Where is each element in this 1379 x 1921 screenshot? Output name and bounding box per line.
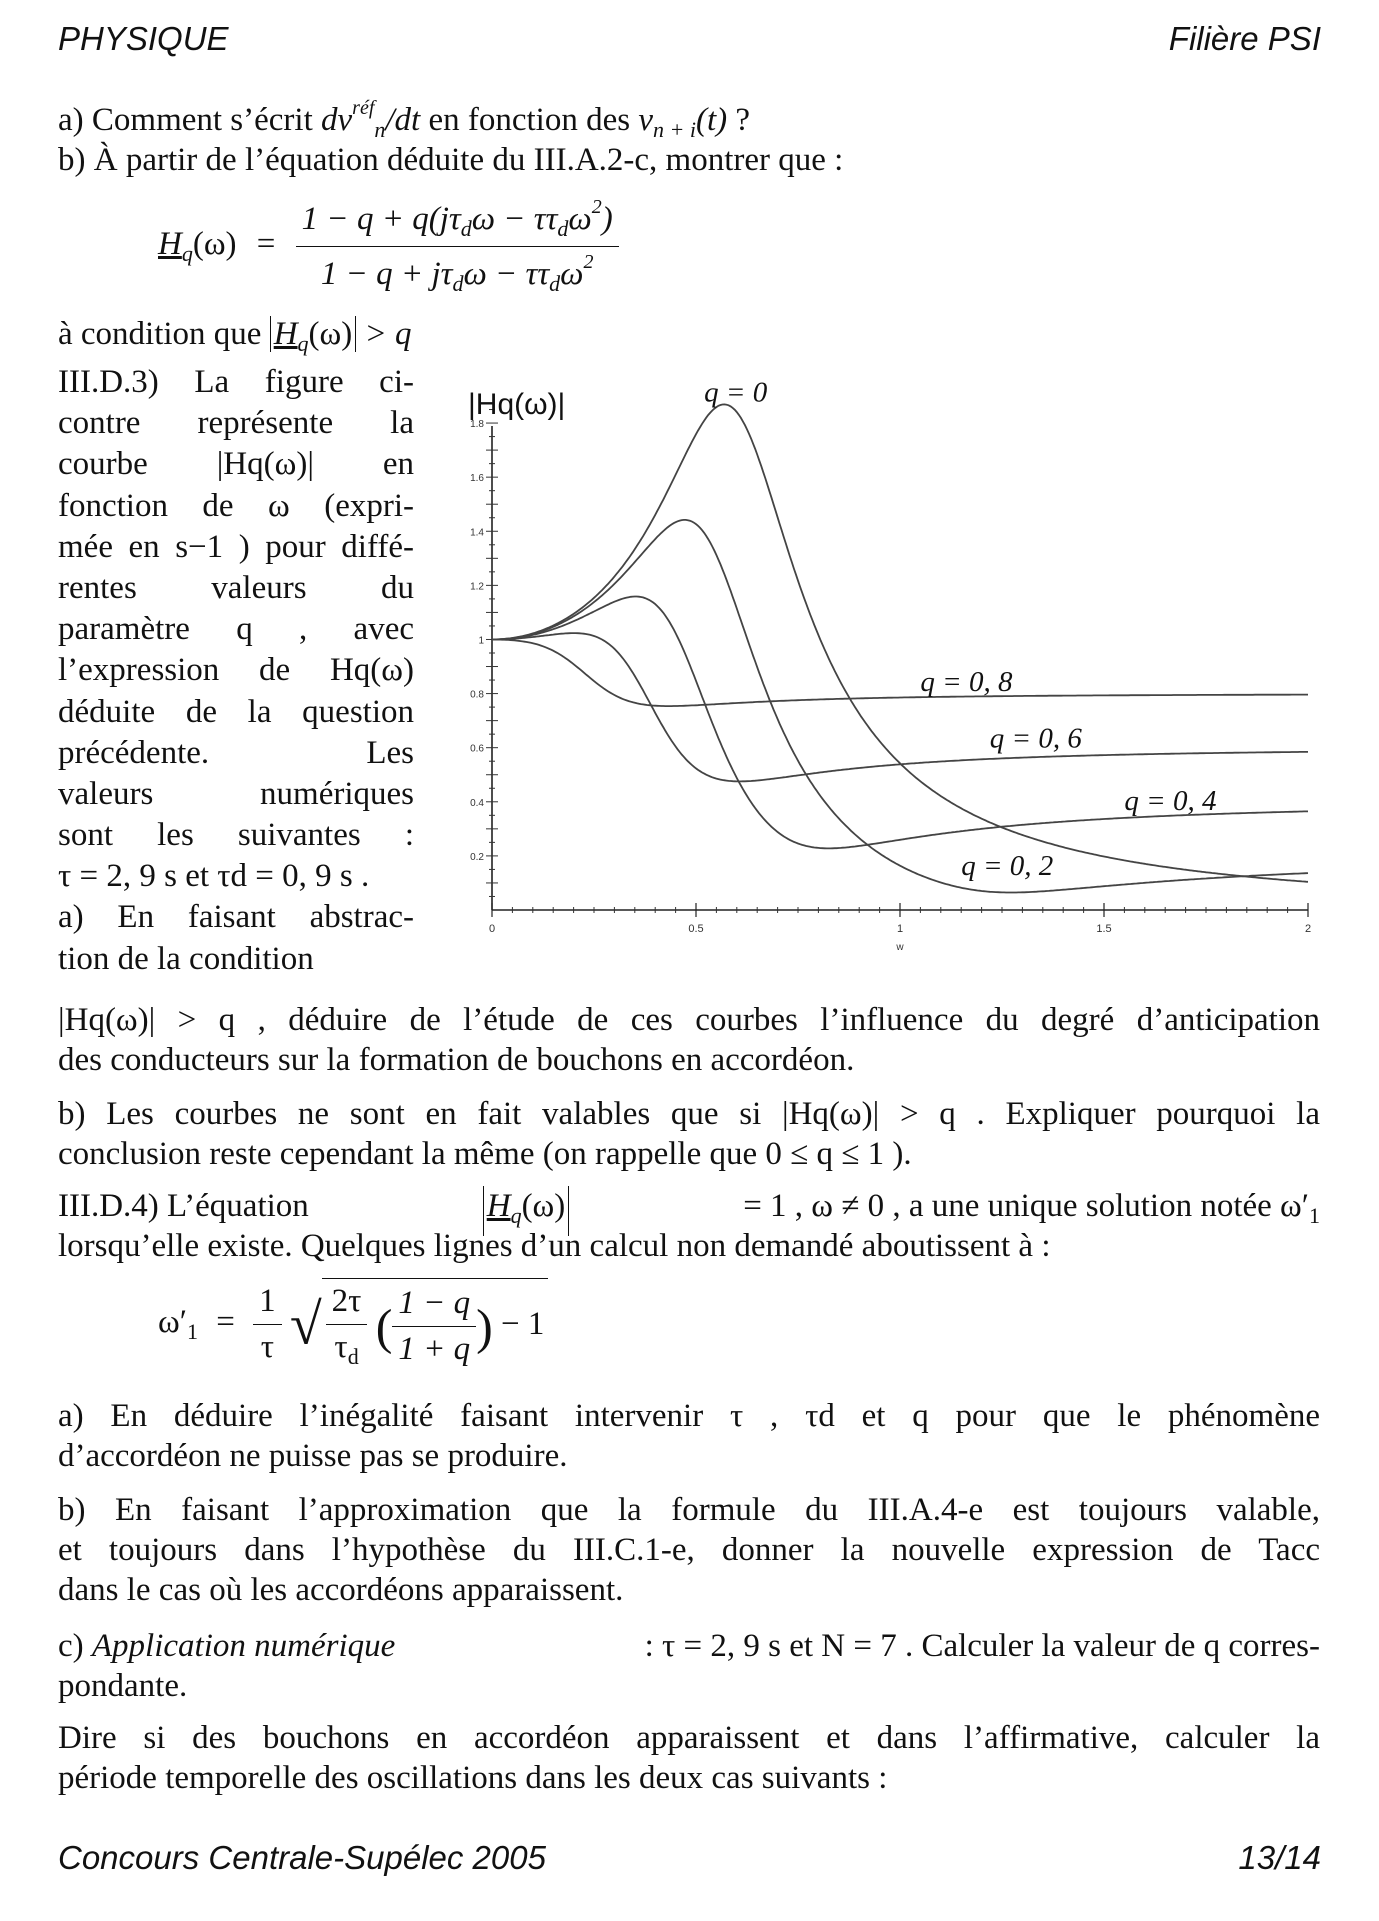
x-axis-label: w (896, 942, 904, 953)
d3-row: l’expression de Hq(ω) (58, 652, 414, 689)
footer-page: 13/14 (1238, 1839, 1321, 1876)
d3-row: III.D.3) La figure ci- (58, 364, 414, 400)
d4-question-a-1: a) En déduire l’inégalité faisant intervenir τ , τd et q pour que le phénomène (58, 1398, 1320, 1434)
y-tick-label: 1.8 (470, 419, 484, 431)
curve-label: q = 0, 8 (920, 665, 1013, 698)
d3-row: rentes valeurs du (58, 569, 414, 606)
d3-row: mée en s−1 ) pour diffé- (58, 528, 414, 565)
d3-row: précédente. Les (58, 734, 414, 771)
y-tick-label: 1.2 (470, 581, 484, 593)
condition-line: à condition que $H_q(\omega) > q$ (58, 316, 412, 356)
d3-question-b-2: conclusion reste cependant la même (on rappelle que 0 ≤ q ≤ 1 ). (58, 1136, 912, 1172)
d3-row: paramètre q , avec (58, 611, 414, 648)
d3-row: déduite de la question (58, 693, 414, 730)
d3-continuation-2: des conducteurs sur la formation de bouchons en accordéon. (58, 1042, 855, 1078)
curve-q-0.6 (492, 633, 1308, 781)
x-tick-label: 1 (896, 923, 904, 935)
d3-row: sont les suivantes : (58, 817, 414, 854)
y-tick-label: 0.8 (470, 689, 484, 701)
curve-label: q = 0, 2 (961, 849, 1054, 882)
x-tick-label: 0.5 (688, 923, 704, 935)
d3-question-b-1: b) Les courbes ne sont en fait valables que si |Hq(ω)| > q . Expliquer pourquoi la (58, 1096, 1320, 1132)
d3-row: contre représente la (58, 405, 414, 442)
d4-line-2: lorsqu’elle existe. Quelques lignes d’un calcul non demandé aboutissent à : (58, 1228, 1051, 1264)
curve-label: q = 0 (704, 378, 768, 409)
omega-equation: $\omega'_1$ = $\frac{1}{\tau}$ √ $\frac{2\tau}{\tau_d}$ ( $\frac{1 - q}{1 + q}$ ) − 1 (158, 1278, 548, 1370)
x-tick-label: 1.5 (1096, 923, 1112, 935)
header-subject: PHYSIQUE (58, 20, 229, 57)
d4-question-b-2: et toujours dans l’hypothèse du III.C.1-e, donner la nouvelle expression de Tacc (58, 1532, 1320, 1568)
d4-question-a-2: d’accordéon ne puisse pas se produire. (58, 1438, 568, 1474)
d4-line-1: III.D.4) L’équation $H_q(\omega)$ = 1 , ω ≠ 0 , a une unique solution notée $\omega'_1$ (58, 1186, 1320, 1236)
question-3a: a) Comment s’écrit $dv^{réf}_n/dt$ en fonction des $v_{n + i}(t)$ ? (58, 97, 751, 142)
header-track: Filière PSI (1168, 20, 1321, 57)
footer-contest: Concours Centrale-Supélec 2005 (58, 1839, 546, 1876)
y-tick-label: 1 (478, 635, 484, 647)
d3-row: tion de la condition (58, 940, 314, 977)
d4-question-b-1: b) En faisant l’approximation que la formule du III.A.4-e est toujours valable, (58, 1492, 1320, 1528)
hq-chart (440, 378, 1320, 958)
question-3b: b) À partir de l’équation déduite du III.A.2-c, montrer que : (58, 142, 844, 178)
y-tick-label: 0.4 (470, 797, 484, 809)
curve-label: q = 0, 6 (989, 722, 1082, 755)
d3-row: valeurs numériques (58, 775, 414, 812)
d3-row: τ = 2, 9 s et τd = 0, 9 s . (58, 858, 370, 895)
y-axis-label: |Hq(ω)| (468, 388, 566, 421)
d3-row: courbe |Hq(ω)| en (58, 446, 414, 483)
d3-continuation-1: |Hq(ω)| > q , déduire de l’étude de ces courbes l’influence du degré d’anticipation (58, 1002, 1320, 1038)
y-tick-label: 0.2 (470, 851, 484, 863)
equation-fraction: $\frac{1 - q + q(j\tau_d\omega - \tau\tau_d\omega^2)}{1 - q + j\tau_d\omega - \tau\tau_d\omega^2}$ (296, 196, 619, 297)
d4-question-c-1: c) Application numérique : τ = 2, 9 s et N = 7 . Calculer la valeur de q corres- (58, 1628, 1320, 1664)
curve-label: q = 0, 4 (1124, 784, 1217, 817)
equation-hq: $H_q(\omega)$ = $\frac{1 - q + q(j\tau_d\omega - \tau\tau_d\omega^2)}{1 - q + j\tau_d\omega - \tau\tau_d\omega^2}$ (158, 196, 619, 297)
final-paragraph-1: Dire si des bouchons en accordéon apparaissent et dans l’affirmative, calculer la (58, 1720, 1320, 1756)
final-paragraph-2: période temporelle des oscillations dans les deux cas suivants : (58, 1760, 888, 1796)
x-tick-label: 2 (1304, 923, 1312, 935)
d3-row: a) En faisant abstrac- (58, 899, 414, 936)
y-tick-label: 0.6 (470, 743, 484, 755)
d4-question-c-2: pondante. (58, 1668, 188, 1704)
y-tick-label: 1.4 (470, 527, 484, 539)
d4-question-b-3: dans le cas où les accordéons apparaissent. (58, 1572, 624, 1608)
d3-row: fonction de ω (expri- (58, 487, 414, 524)
x-tick-label: 0 (488, 923, 496, 935)
section-d3-text (58, 362, 414, 980)
y-tick-label: 1.6 (470, 473, 484, 485)
